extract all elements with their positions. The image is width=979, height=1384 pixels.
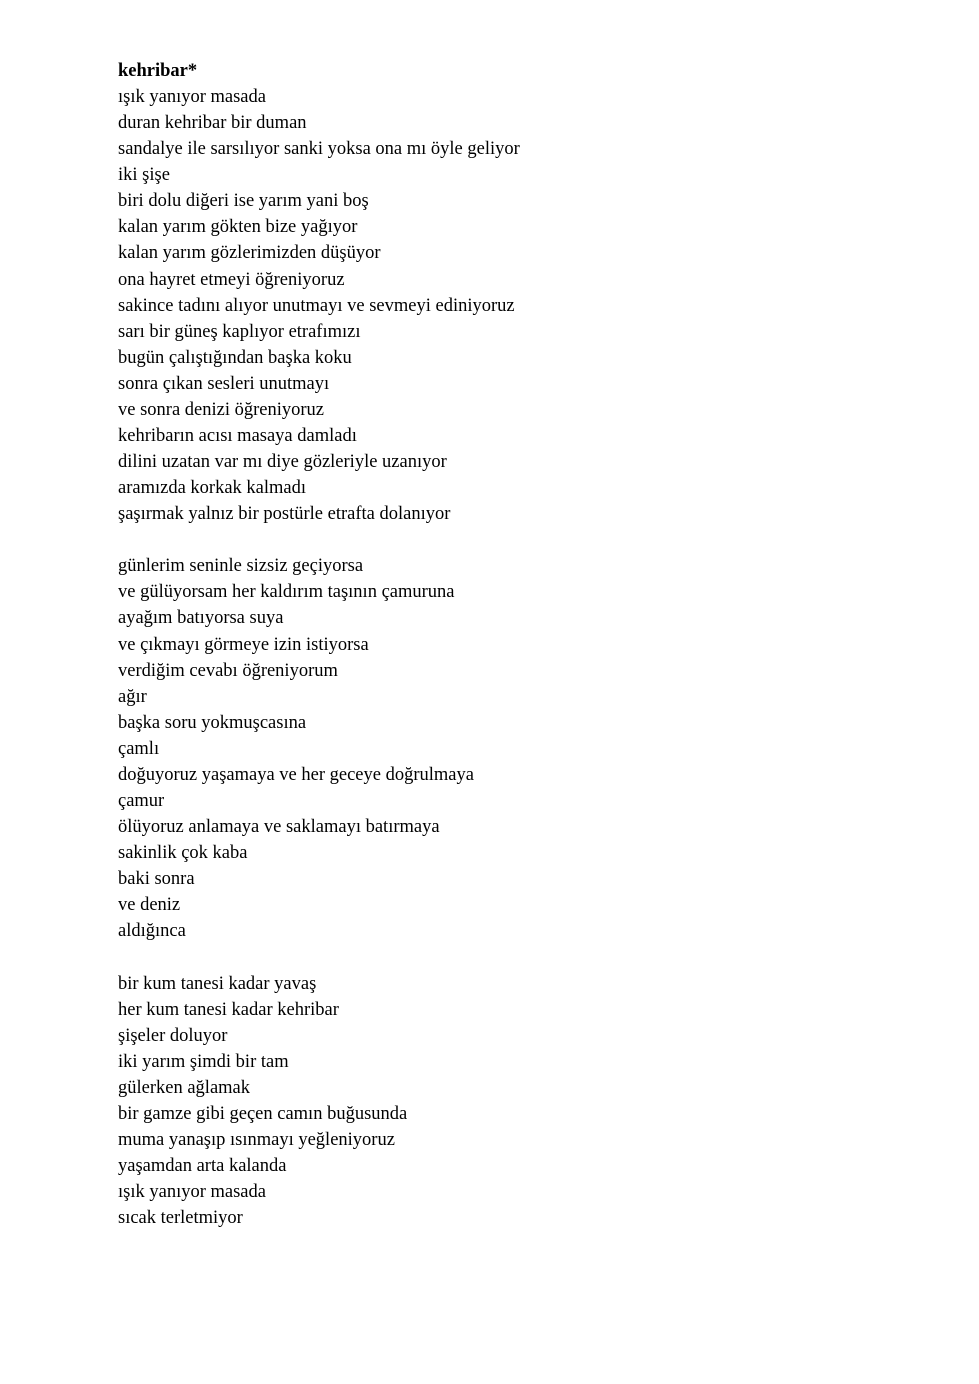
poem-line: sakince tadını alıyor unutmayı ve sevmeyi ediniyoruz: [118, 295, 515, 316]
poem-line: gülerken ağlamak: [118, 1077, 251, 1098]
poem-line: bugün çalıştığından başka koku: [118, 347, 352, 368]
poem-line: ışık yanıyor masada: [118, 1182, 266, 1203]
poem-line: başka soru yokmuşcasına: [118, 712, 307, 733]
poem-line: yaşamdan arta kalanda: [118, 1156, 287, 1177]
poem-line: sakinlik çok kaba: [118, 843, 248, 864]
poem-line: kehribarın acısı masaya damladı: [118, 426, 357, 447]
poem-page: [118, 58, 898, 1231]
poem-line: ve deniz: [118, 895, 181, 916]
poem-line: şaşırmak yalnız bir postürle etrafta dolanıyor: [118, 504, 451, 525]
poem-line: sıcak terletmiyor: [118, 1208, 243, 1229]
poem-line: kalan yarım gözlerimizden düşüyor: [118, 243, 381, 264]
poem-line: kalan yarım gökten bize yağıyor: [118, 217, 358, 238]
poem-title: kehribar*: [118, 61, 198, 81]
poem-line: ve sonra denizi öğreniyoruz: [118, 399, 324, 420]
poem-line: ve gülüyorsam her kaldırım taşının çamuruna: [118, 582, 455, 603]
poem-line: aldığınca: [118, 921, 186, 942]
poem-line: ve çıkmayı görmeye izin istiyorsa: [118, 634, 369, 655]
poem-line: günlerim seninle sizsiz geçiyorsa: [118, 556, 364, 577]
poem-line: şişeler doluyor: [118, 1025, 228, 1046]
poem-line: aramızda korkak kalmadı: [118, 478, 306, 499]
poem-line: bir gamze gibi geçen camın buğusunda: [118, 1103, 408, 1124]
poem-line: çamur: [118, 791, 165, 812]
poem-line: verdiğim cevabı öğreniyorum: [118, 660, 338, 681]
poem-line: dilini uzatan var mı diye gözleriyle uzanıyor: [118, 452, 447, 473]
poem-line: ölüyoruz anlamaya ve saklamayı batırmaya: [118, 817, 440, 838]
poem-line: her kum tanesi kadar kehribar: [118, 999, 339, 1020]
poem-line: iki yarım şimdi bir tam: [118, 1051, 289, 1072]
poem-line: ışık yanıyor masada: [118, 87, 266, 107]
poem-line: sonra çıkan sesleri unutmayı: [118, 373, 330, 394]
poem-line: ağır: [118, 686, 147, 707]
stanza: [118, 971, 898, 1232]
poem-line: doğuyoruz yaşamaya ve her geceye doğrulmaya: [118, 764, 474, 785]
poem-line: ayağım batıyorsa suya: [118, 608, 284, 629]
poem-line: bir kum tanesi kadar yavaş: [118, 973, 317, 994]
poem-line: sarı bir güneş kaplıyor etrafımızı: [118, 321, 361, 342]
stanza: [118, 553, 898, 944]
poem-line: çamlı: [118, 738, 160, 759]
poem-line: duran kehribar bir duman: [118, 113, 307, 134]
poem-line: baki sonra: [118, 869, 195, 890]
poem-line: iki şişe: [118, 165, 170, 186]
stanza: [118, 84, 898, 527]
poem-line: muma yanaşıp ısınmayı yeğleniyoruz: [118, 1129, 395, 1150]
poem-line: sandalye ile sarsılıyor sanki yoksa ona mı öyle geliyor: [118, 139, 520, 160]
poem-body: [118, 84, 898, 1231]
poem-line: ona hayret etmeyi öğreniyoruz: [118, 269, 345, 290]
poem-line: biri dolu diğeri ise yarım yani boş: [118, 191, 369, 212]
